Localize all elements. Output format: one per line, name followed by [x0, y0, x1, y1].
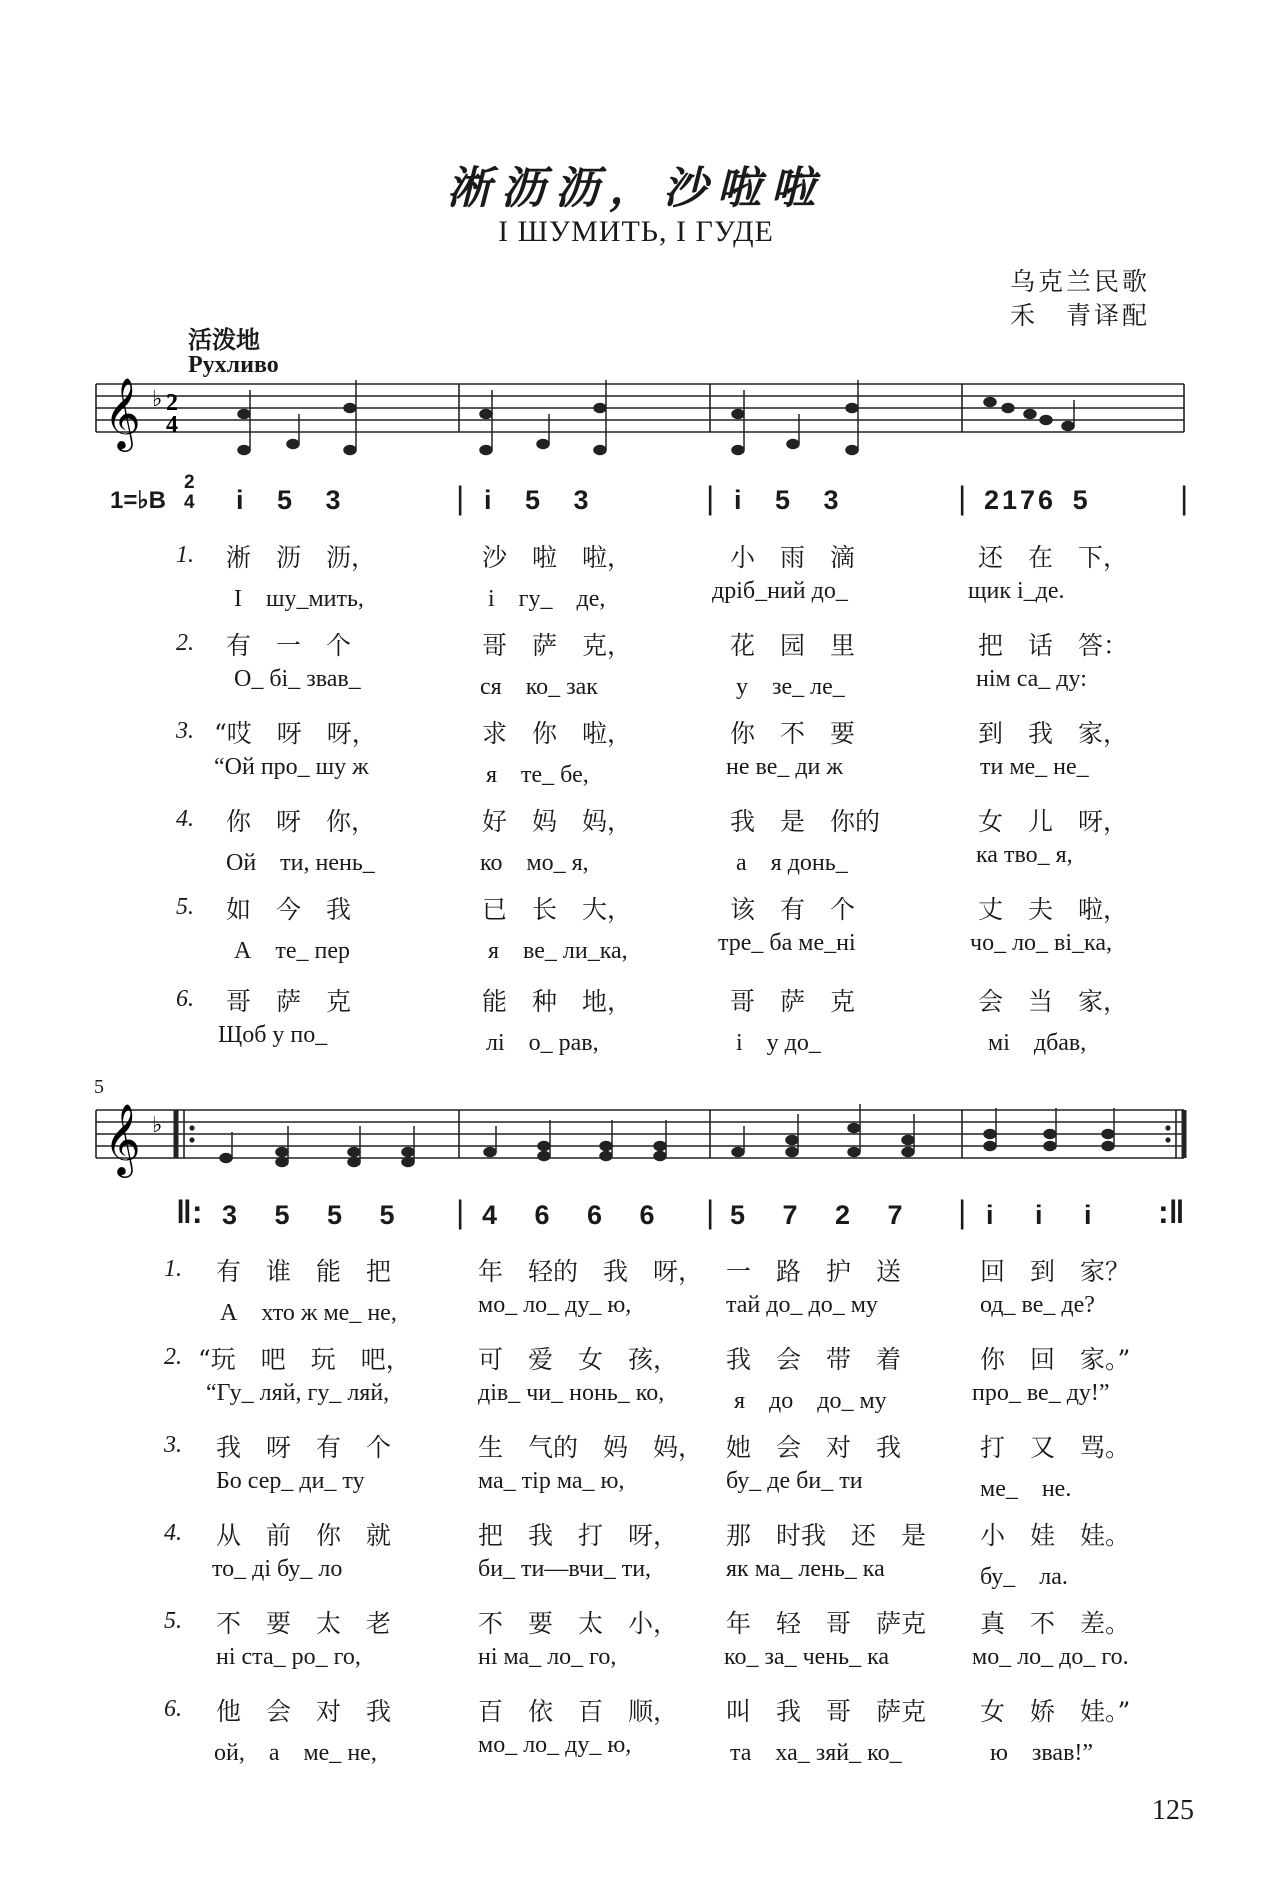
lyric-cn: 可 爱 女 孩，	[478, 1345, 679, 1374]
barline: |	[456, 1194, 465, 1230]
lyric-ua: лі о_ рав,	[486, 1030, 599, 1056]
lyric-ua: мо_ ло_ до_ го.	[972, 1644, 1129, 1670]
verse-number: 5.	[164, 1608, 182, 1634]
lyric-cn: 百 依 百 顺，	[478, 1697, 679, 1726]
barline: |	[1180, 480, 1189, 516]
lyric-ua: ка тво_ я,	[976, 842, 1073, 868]
lyric-ua: би_ ти—вчи_ ти,	[478, 1556, 652, 1582]
lyric-cn: 一 路 护 送	[726, 1257, 902, 1286]
lyric-cn: 有 一 个	[226, 631, 352, 660]
lyric-ua: я те_ бе,	[486, 762, 589, 788]
lyric-cn: 你 回 家。”	[980, 1345, 1131, 1374]
lyric-cn: 哥 萨 克，	[482, 631, 633, 660]
lyric-ua: ні ма_ ло_ го,	[478, 1644, 617, 1670]
jianpu-measure-6: 4 6 6 6	[482, 1200, 655, 1230]
lyric-ua: тай до_ до_ му	[726, 1292, 878, 1318]
lyric-cn: 她 会 对 我	[726, 1433, 902, 1462]
lyric-cn: 年 轻 哥 萨克	[726, 1609, 927, 1638]
jianpu-measure-1: i 5 3	[236, 485, 341, 515]
lyric-ua: бу_ де би_ ти	[726, 1468, 863, 1494]
lyric-cn: 生 气的 妈 妈，	[478, 1433, 704, 1462]
flat-sign-icon: ♭	[152, 1113, 163, 1138]
lyric-ua: чо_ ло_ ві_ка,	[970, 930, 1112, 956]
lyric-cn: 会 当 家，	[978, 987, 1129, 1016]
jianpu-measure-3: i 5 3	[734, 485, 839, 515]
jianpu-measure-8: i i i	[986, 1200, 1092, 1230]
lyric-ua: не ве_ ди ж	[726, 754, 843, 780]
lyric-cn: “哎 呀 呀，	[214, 719, 377, 748]
treble-clef-icon: 𝄞	[104, 376, 141, 449]
verse-number: 6.	[164, 1696, 182, 1722]
lyric-cn: 我 会 带 着	[726, 1345, 902, 1374]
lyric-ua: то_ ді бу_ ло	[212, 1556, 343, 1582]
lyric-ua: у зе_ ле_	[736, 674, 845, 700]
lyric-ua: “Гу_ ляй, гу_ ляй,	[206, 1380, 390, 1406]
lyric-ua: ти ме_ не_	[980, 754, 1089, 780]
lyric-cn: 我 呀 有 个	[216, 1433, 392, 1462]
lyric-ua: тре_ ба ме_ні	[718, 930, 856, 956]
tempo-marking-ukrainian: Рухливо	[188, 352, 279, 378]
lyric-ua: ма_ тір ма_ ю,	[478, 1468, 625, 1494]
lyric-cn: 有 谁 能 把	[216, 1257, 392, 1286]
lyric-cn: 我 是 你的	[730, 807, 881, 836]
verse-number: 5.	[176, 894, 194, 920]
verse-number: 4.	[176, 806, 194, 832]
lyric-cn: 小 雨 滴	[730, 543, 856, 572]
lyric-ua: ме_ не.	[980, 1476, 1072, 1502]
lyric-ua: мо_ ло_ ду_ ю,	[478, 1292, 632, 1318]
translator-credit: 禾 青译配	[1009, 301, 1150, 330]
lyric-cn: 丈 夫 啦，	[978, 895, 1129, 924]
lyric-cn: 把 我 打 呀，	[478, 1521, 679, 1550]
verse-number: 4.	[164, 1520, 182, 1546]
lyric-cn: 你 不 要	[730, 719, 856, 748]
jianpu-measure-2: i 5 3	[484, 485, 589, 515]
lyric-cn: 回 到 家？	[980, 1257, 1131, 1286]
lyric-ua: ко мо_ я,	[480, 850, 589, 876]
lyric-ua: “Ой про_ шу ж	[214, 754, 369, 780]
lyric-ua: ся ко_ зак	[480, 674, 598, 700]
barline: |	[958, 1194, 967, 1230]
lyric-ua: і гу_ де,	[488, 586, 606, 612]
time-signature-top: 2	[184, 472, 195, 493]
lyric-cn: 你 呀 你，	[226, 807, 377, 836]
notes-system-1	[238, 380, 1074, 455]
lyric-ua: мі дбав,	[988, 1030, 1087, 1056]
staff-system-2	[0, 1096, 1272, 1196]
barline: |	[456, 480, 465, 516]
lyric-ua: та ха_ зяй_ ко_	[730, 1740, 902, 1766]
lyric-ua: І шу_мить,	[234, 586, 364, 612]
song-origin: 乌克兰民歌	[1009, 267, 1150, 296]
lyric-ua: мо_ ло_ ду_ ю,	[478, 1732, 632, 1758]
lyric-cn: 能 种 地，	[482, 987, 633, 1016]
lyric-ua: од_ ве_ де?	[980, 1292, 1095, 1318]
lyric-ua: і у до_	[736, 1030, 821, 1056]
lyric-ua: нім са_ ду:	[976, 666, 1087, 692]
lyric-cn: 真 不 差。	[980, 1609, 1131, 1638]
key-signature: 1=♭B	[110, 487, 167, 514]
lyric-cn: 从 前 你 就	[216, 1521, 392, 1550]
lyric-cn: 哥 萨 克	[226, 987, 352, 1016]
barline: |	[706, 1194, 715, 1230]
barline: |	[958, 480, 967, 516]
lyric-ua: про_ ве_ ду!”	[972, 1380, 1110, 1406]
verse-number: 3.	[164, 1432, 182, 1458]
jianpu-measure-4: 2176 5	[984, 485, 1091, 515]
lyric-cn: 到 我 家，	[978, 719, 1129, 748]
song-title-chinese: 淅沥沥，沙啦啦	[447, 163, 825, 214]
lyric-ua: А хто ж ме_ не,	[220, 1300, 397, 1326]
jianpu-measure-7: 5 7 2 7	[730, 1200, 903, 1230]
measure-number: 5	[94, 1076, 104, 1098]
flat-sign-icon: ♭	[152, 387, 163, 412]
lyric-ua: ко_ за_ чень_ ка	[724, 1644, 890, 1670]
lyric-ua: Бо сер_ ди_ ту	[216, 1468, 365, 1494]
lyric-cn: 沙 啦 啦，	[482, 543, 633, 572]
lyric-cn: 那 时我 还 是	[726, 1521, 927, 1550]
verse-number: 2.	[164, 1344, 182, 1370]
lyric-cn: 好 妈 妈，	[482, 807, 633, 836]
jianpu-measure-5: 3 5 5 5	[222, 1200, 395, 1230]
verse-number: 6.	[176, 986, 194, 1012]
lyric-cn: 年 轻的 我 呀，	[478, 1257, 704, 1286]
verse-number: 2.	[176, 630, 194, 656]
lyric-ua: я ве_ ли_ка,	[488, 938, 628, 964]
lyric-cn: 花 园 里	[730, 631, 856, 660]
lyric-ua: я до до_ му	[734, 1388, 887, 1414]
staff-system-1	[0, 370, 1272, 470]
verse-number: 1.	[164, 1256, 182, 1282]
lyric-ua: Щоб у по_	[218, 1022, 328, 1048]
verse-number: 1.	[176, 542, 194, 568]
lyric-cn: 不 要 太 老	[216, 1609, 392, 1638]
barline: |	[706, 480, 715, 516]
treble-clef-icon: 𝄞	[104, 1102, 141, 1175]
repeat-end-sign: :‖	[1158, 1194, 1185, 1230]
lyric-cn: 把 话 答：	[978, 631, 1129, 660]
lyric-cn: 女 娇 娃。”	[980, 1697, 1131, 1726]
svg-text:4: 4	[166, 412, 178, 438]
song-title-ukrainian: І ШУМИТЬ, І ГУДЕ	[498, 215, 774, 248]
lyric-ua: А те_ пер	[234, 938, 350, 964]
lyric-cn: 淅 沥 沥，	[226, 543, 377, 572]
lyric-ua: ю звав!”	[990, 1740, 1094, 1766]
repeat-start-sign: ‖:	[176, 1194, 203, 1230]
tempo-marking-chinese: 活泼地	[188, 325, 260, 354]
lyric-cn: 他 会 对 我	[216, 1697, 392, 1726]
lyric-ua: щик і_де.	[968, 578, 1065, 604]
lyric-cn: 哥 萨 克	[730, 987, 856, 1016]
lyric-cn: 不 要 太 小，	[478, 1609, 679, 1638]
lyric-ua: Ой ти, нень_	[226, 850, 375, 876]
lyric-cn: 已 长 大，	[482, 895, 633, 924]
verse-number: 3.	[176, 718, 194, 744]
lyric-cn: 打 又 骂。	[980, 1433, 1131, 1462]
lyric-cn: 如 今 我	[226, 895, 352, 924]
lyric-cn: “玩 吧 玩 吧，	[198, 1345, 411, 1374]
lyric-cn: 求 你 啦，	[482, 719, 633, 748]
time-signature-bottom: 4	[184, 492, 195, 513]
lyric-cn: 该 有 个	[730, 895, 856, 924]
page-number: 125	[1152, 1795, 1194, 1826]
lyric-cn: 叫 我 哥 萨克	[726, 1697, 927, 1726]
notes-system-2	[220, 1104, 1114, 1167]
lyric-cn: 小 娃 娃。	[980, 1521, 1131, 1550]
lyric-ua: як ма_ лень_ ка	[726, 1556, 885, 1582]
svg-text:2: 2	[166, 390, 178, 416]
lyric-ua: дріб_ний до_	[712, 578, 848, 604]
lyric-ua: бу_ ла.	[980, 1564, 1068, 1590]
lyric-ua: ой, а ме_ не,	[214, 1740, 377, 1766]
lyric-ua: дів_ чи_ нонь_ ко,	[478, 1380, 665, 1406]
lyric-cn: 女 儿 呀，	[978, 807, 1129, 836]
lyric-ua: а я донь_	[736, 850, 848, 876]
lyric-ua: О_ бі_ звав_	[234, 666, 361, 692]
lyric-cn: 还 在 下，	[978, 543, 1129, 572]
lyric-ua: ні ста_ ро_ го,	[216, 1644, 361, 1670]
